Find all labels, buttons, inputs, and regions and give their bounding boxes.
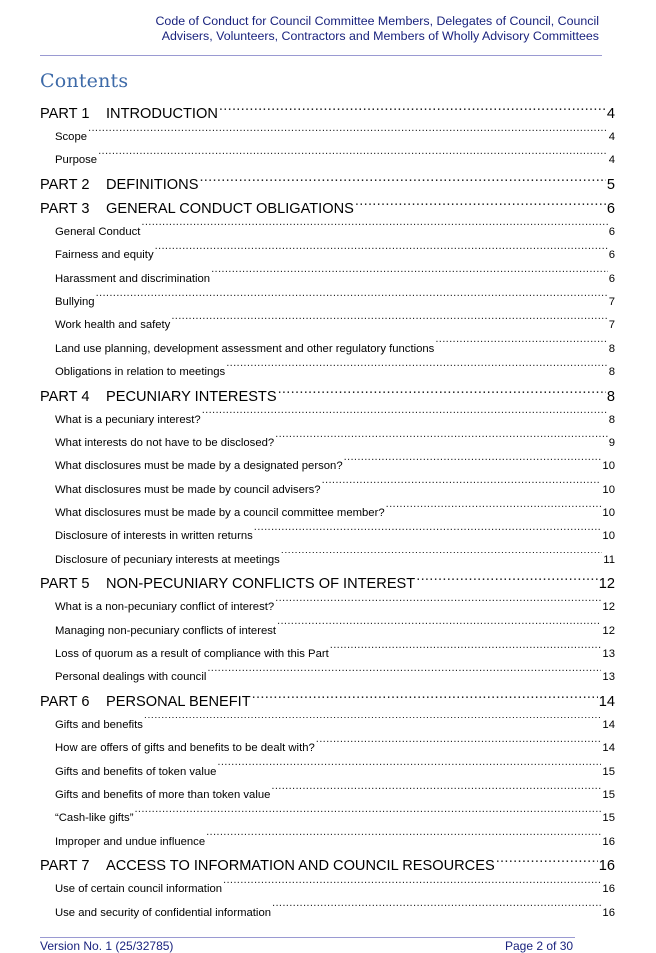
dot-leader bbox=[272, 904, 601, 915]
dot-leader bbox=[254, 528, 602, 539]
toc-entry-title: Gifts and benefits of token value bbox=[55, 765, 217, 778]
toc-entry-title: How are offers of gifts and benefits to be dealt with? bbox=[55, 742, 315, 755]
toc-entry-title: Land use planning, development assessment and other regulatory functions bbox=[55, 342, 435, 355]
dot-leader bbox=[330, 646, 602, 657]
dot-leader bbox=[134, 810, 601, 821]
toc-entry-title: “Cash-like gifts” bbox=[55, 812, 134, 825]
toc-entry-title: Scope bbox=[55, 131, 88, 143]
dot-leader bbox=[316, 740, 602, 751]
toc-page-number: 16 bbox=[602, 883, 615, 896]
toc-page-number: 7 bbox=[608, 295, 615, 308]
dot-leader bbox=[344, 458, 602, 469]
running-header bbox=[40, 14, 599, 44]
toc-entry-title: What is a non-pecuniary conflict of interest? bbox=[55, 601, 275, 614]
toc-page-number: 10 bbox=[602, 483, 615, 496]
dot-leader bbox=[155, 247, 608, 258]
toc-page-number: 6 bbox=[608, 225, 615, 238]
toc-page-number: 10 bbox=[602, 460, 615, 473]
toc-section-entry[interactable] bbox=[40, 714, 615, 737]
toc-section-entry[interactable] bbox=[40, 620, 615, 643]
toc-entry-title: Harassment and discrimination bbox=[55, 272, 211, 285]
toc-section-entry[interactable] bbox=[40, 479, 615, 502]
toc-page-number: 15 bbox=[602, 812, 615, 825]
toc-page-number: 9 bbox=[608, 436, 615, 449]
toc-section-entry[interactable] bbox=[40, 761, 615, 784]
toc-section-entry[interactable] bbox=[40, 455, 615, 478]
toc-section-entry[interactable] bbox=[40, 643, 615, 666]
toc-entry-title: What disclosures must be made by council advisers? bbox=[55, 483, 321, 496]
toc-section-entry[interactable] bbox=[40, 807, 615, 830]
dot-leader bbox=[386, 505, 602, 516]
dot-leader bbox=[275, 435, 608, 446]
toc-entry-title: What disclosures must be made by a designated person? bbox=[55, 460, 343, 473]
toc-entry-title: Fairness and equity bbox=[55, 249, 154, 262]
toc-part-entry[interactable] bbox=[40, 173, 615, 197]
dot-leader bbox=[252, 691, 598, 706]
toc-entry-title: Disclosure of pecuniary interests at meetings bbox=[55, 553, 280, 566]
dot-leader bbox=[275, 599, 601, 610]
dot-leader bbox=[211, 270, 608, 281]
toc-entry-title: NON-PECUNIARY CONFLICTS OF INTEREST bbox=[106, 576, 416, 593]
toc-part-number: PART 5 bbox=[40, 576, 90, 593]
toc-section-entry[interactable] bbox=[40, 221, 615, 244]
toc-page-number: 13 bbox=[602, 648, 615, 661]
toc-entry-title: What interests do not have to be disclosed? bbox=[55, 436, 275, 449]
toc-page-number: 4 bbox=[608, 131, 615, 143]
toc-page-number: 16 bbox=[602, 906, 615, 919]
toc-part-number: PART 7 bbox=[40, 858, 90, 875]
toc-part-entry[interactable] bbox=[40, 690, 615, 714]
toc-page-number: 14 bbox=[602, 742, 615, 755]
toc-section-entry[interactable] bbox=[40, 409, 615, 432]
toc-entry-title: DEFINITIONS bbox=[106, 176, 199, 193]
toc-part-entry[interactable] bbox=[40, 572, 615, 596]
toc-section-entry[interactable] bbox=[40, 338, 615, 361]
toc-section-entry[interactable] bbox=[40, 878, 615, 901]
dot-leader bbox=[271, 787, 601, 798]
toc-section-entry[interactable] bbox=[40, 502, 615, 525]
toc-entry-title: Disclosure of interests in written returns bbox=[55, 530, 253, 543]
toc-entry-title: Managing non-pecuniary conflicts of interest bbox=[55, 624, 277, 637]
footer-divider bbox=[40, 937, 575, 938]
toc-entry-title: Improper and undue influence bbox=[55, 835, 206, 848]
dot-leader bbox=[171, 317, 607, 328]
toc-part-number: PART 1 bbox=[40, 106, 90, 122]
toc-page-number: 4 bbox=[606, 106, 615, 122]
toc-entry-title: ACCESS TO INFORMATION AND COUNCIL RESOURCES bbox=[106, 858, 495, 875]
dot-leader bbox=[219, 103, 606, 118]
dot-leader bbox=[416, 574, 598, 589]
dot-leader bbox=[278, 386, 606, 401]
toc-page-number: 14 bbox=[602, 718, 615, 731]
toc-section-entry[interactable] bbox=[40, 525, 615, 548]
toc-page-number: 16 bbox=[598, 858, 615, 875]
toc-section-entry[interactable] bbox=[40, 126, 615, 149]
dot-leader bbox=[207, 669, 601, 680]
dot-leader bbox=[223, 881, 601, 892]
toc-entry-title: PERSONAL BENEFIT bbox=[106, 693, 251, 710]
toc-entry-title: Loss of quorum as a result of compliance with this Part bbox=[55, 648, 329, 661]
dot-leader bbox=[281, 552, 602, 563]
table-of-contents bbox=[40, 102, 615, 925]
toc-section-entry[interactable] bbox=[40, 549, 615, 572]
toc-section-entry[interactable] bbox=[40, 902, 615, 925]
dot-leader bbox=[144, 717, 602, 728]
toc-page-number: 14 bbox=[598, 693, 615, 710]
header-line-1: Code of Conduct for Council Committee Members, Delegates of Council, Council bbox=[155, 14, 599, 28]
header-divider bbox=[40, 55, 602, 56]
header-line-2: Advisers, Volunteers, Contractors and Members of Wholly Advisory Committees bbox=[161, 29, 599, 43]
toc-entry-title: PECUNIARY INTERESTS bbox=[106, 388, 277, 405]
toc-page-number: 8 bbox=[608, 413, 615, 426]
toc-page-number: 8 bbox=[608, 366, 615, 379]
toc-part-entry[interactable] bbox=[40, 102, 615, 126]
toc-section-entry[interactable] bbox=[40, 432, 615, 455]
toc-part-entry[interactable] bbox=[40, 385, 615, 409]
toc-entry-title: Purpose bbox=[55, 154, 98, 167]
toc-page-number: 11 bbox=[603, 553, 615, 566]
toc-entry-title: INTRODUCTION bbox=[106, 106, 218, 122]
toc-page-number: 13 bbox=[602, 671, 615, 684]
toc-section-entry[interactable] bbox=[40, 737, 615, 760]
toc-section-entry[interactable] bbox=[40, 149, 615, 172]
toc-entry-title: General Conduct bbox=[55, 225, 141, 238]
contents-heading: Contents bbox=[40, 70, 129, 92]
footer-version: Version No. 1 (25/32785) bbox=[40, 939, 174, 953]
dot-leader bbox=[217, 763, 601, 774]
toc-page-number: 10 bbox=[602, 507, 615, 520]
toc-entry-title: Gifts and benefits of more than token value bbox=[55, 788, 271, 801]
toc-part-number: PART 4 bbox=[40, 388, 90, 405]
toc-entry-title: Work health and safety bbox=[55, 319, 171, 332]
footer-page-number: Page 2 of 30 bbox=[505, 939, 574, 953]
toc-page-number: 15 bbox=[602, 788, 615, 801]
toc-section-entry[interactable] bbox=[40, 244, 615, 267]
toc-page-number: 15 bbox=[602, 765, 615, 778]
dot-leader bbox=[435, 340, 607, 351]
dot-leader bbox=[277, 622, 601, 633]
toc-page-number: 8 bbox=[608, 342, 615, 355]
toc-entry-title: Use and security of confidential information bbox=[55, 906, 272, 919]
toc-page-number: 4 bbox=[608, 154, 615, 167]
toc-page-number: 12 bbox=[598, 576, 615, 593]
toc-section-entry[interactable] bbox=[40, 596, 615, 619]
toc-part-number: PART 6 bbox=[40, 693, 90, 710]
toc-page-number: 5 bbox=[606, 176, 615, 193]
toc-entry-title: Gifts and benefits bbox=[55, 718, 143, 731]
dot-leader bbox=[98, 152, 608, 163]
toc-entry-title: Bullying bbox=[55, 295, 95, 308]
dot-leader bbox=[206, 833, 601, 844]
toc-section-entry[interactable] bbox=[40, 784, 615, 807]
toc-part-number: PART 3 bbox=[40, 200, 90, 217]
toc-page-number: 12 bbox=[602, 624, 615, 637]
dot-leader bbox=[202, 411, 608, 422]
toc-section-entry[interactable] bbox=[40, 314, 615, 337]
toc-page-number: 8 bbox=[606, 388, 615, 405]
dot-leader bbox=[355, 198, 606, 213]
toc-page-number: 6 bbox=[608, 249, 615, 262]
dot-leader bbox=[199, 174, 605, 189]
toc-part-entry[interactable] bbox=[40, 854, 615, 878]
toc-page-number: 6 bbox=[608, 272, 615, 285]
dot-leader bbox=[322, 481, 602, 492]
toc-section-entry[interactable] bbox=[40, 831, 615, 854]
toc-entry-title: Personal dealings with council bbox=[55, 671, 207, 684]
dot-leader bbox=[141, 223, 607, 234]
toc-part-entry[interactable] bbox=[40, 197, 615, 221]
dot-leader bbox=[496, 856, 598, 871]
toc-entry-title: GENERAL CONDUCT OBLIGATIONS bbox=[106, 200, 354, 217]
toc-section-entry[interactable] bbox=[40, 361, 615, 384]
toc-page-number: 12 bbox=[602, 601, 615, 614]
toc-section-entry[interactable] bbox=[40, 666, 615, 689]
toc-section-entry[interactable] bbox=[40, 268, 615, 291]
dot-leader bbox=[226, 364, 608, 375]
toc-page-number: 7 bbox=[608, 319, 615, 332]
toc-page-number: 6 bbox=[606, 200, 615, 217]
toc-section-entry[interactable] bbox=[40, 291, 615, 314]
toc-entry-title: What disclosures must be made by a council committee member? bbox=[55, 507, 385, 520]
dot-leader bbox=[88, 129, 608, 140]
dot-leader bbox=[96, 294, 608, 305]
toc-page-number: 10 bbox=[602, 530, 615, 543]
toc-entry-title: What is a pecuniary interest? bbox=[55, 413, 201, 426]
toc-part-number: PART 2 bbox=[40, 176, 90, 193]
toc-page-number: 16 bbox=[602, 835, 615, 848]
toc-entry-title: Use of certain council information bbox=[55, 883, 223, 896]
toc-entry-title: Obligations in relation to meetings bbox=[55, 366, 226, 379]
